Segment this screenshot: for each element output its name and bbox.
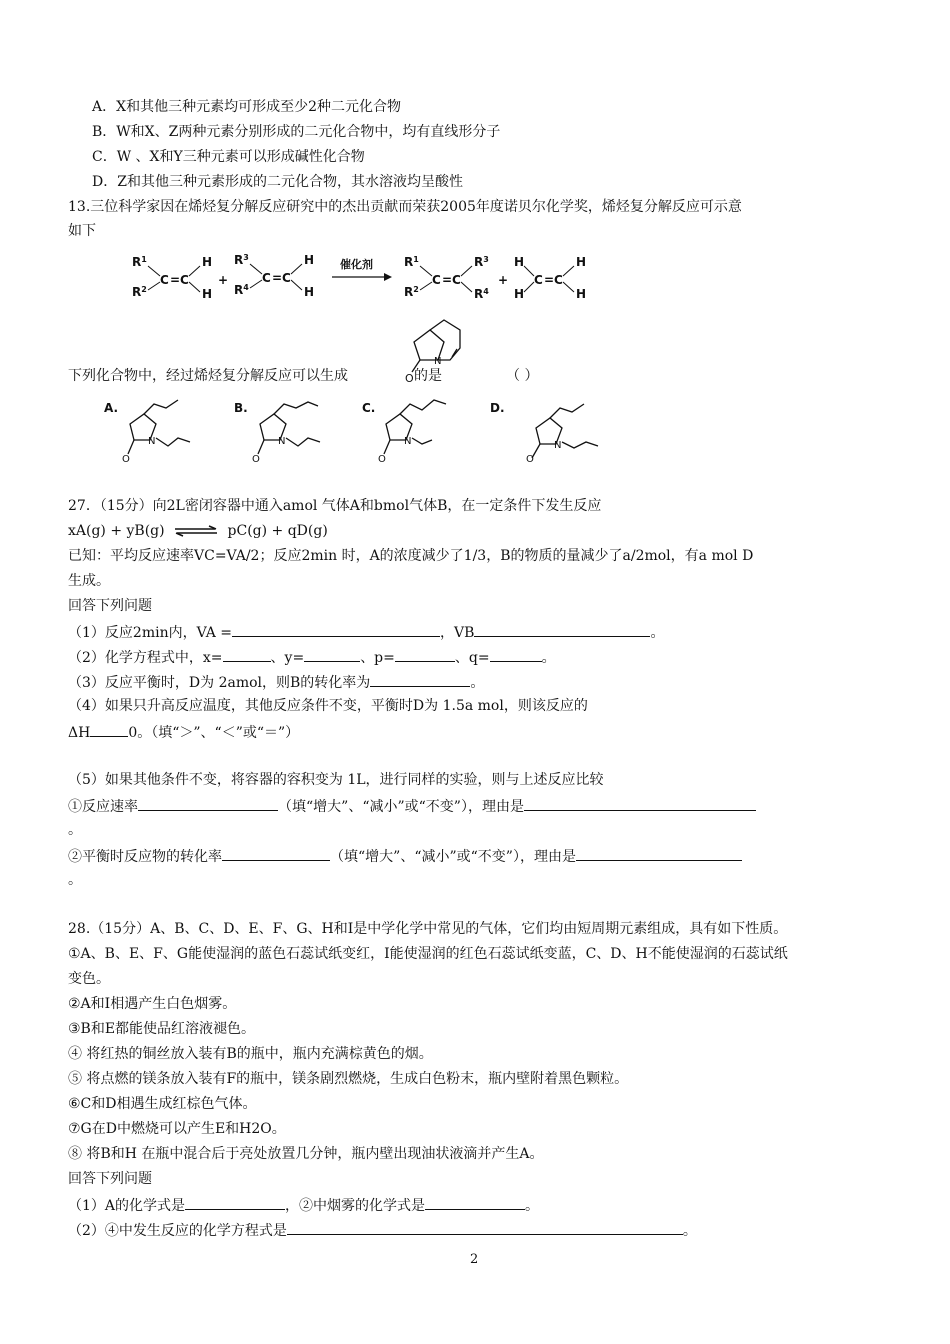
q28-fact-5: ⑤ 将点燃的镁条放入装有F的瓶中，镁条剧烈燃烧，生成白色粉末，瓶内壁附着黑色颗粒。 (68, 1071, 629, 1087)
q27-equation (68, 522, 328, 540)
q28-sub2-text: （2）④中发生反应的化学方程式是 (68, 1223, 287, 1239)
q27-sub4-cont (68, 722, 299, 742)
q27-sub3 (68, 672, 484, 692)
sub2-p: 、p= (360, 650, 395, 666)
q27-stem: 27．（15分）向2L密闭容器中通入amol 气体A和bmol气体B，在一定条件下发生反应 (68, 498, 602, 514)
sub5a-text: ①反应速率 (68, 799, 138, 815)
answer-blank[interactable] (287, 1220, 683, 1235)
scheme-h: H (202, 287, 213, 301)
scheme-h: H (304, 285, 315, 299)
answer-blank[interactable] (490, 647, 542, 662)
q13-question-pre: 下列化合物中，经过烯烃复分解反应可以生成 (68, 368, 348, 384)
scheme-r2: $R^2$ (132, 285, 147, 299)
q28-stem: 28.（15分）A、B、C、D、E、F、G、H和I是中学化学中常见的气体，它们均由短周期元素组成，具有如下性质。 (68, 921, 788, 937)
sub4-fill-hint: 0。（填“＞”、“＜”或“＝”） (128, 725, 300, 741)
eq-right: pC(g) + qD(g) (227, 523, 328, 539)
scheme-c: C (160, 273, 169, 287)
scheme-r2: $R^2$ (404, 285, 419, 299)
q27-sub1 (68, 622, 664, 642)
q28-sub1-end: 。 (525, 1198, 540, 1214)
sub1-text: （1）反应2min内，VA = (68, 625, 233, 641)
scheme-c: C (180, 273, 189, 287)
sub2-q: 、q= (454, 650, 490, 666)
svg-text:O: O (252, 454, 260, 464)
eq-left: xA(g) + yB(g) (68, 523, 165, 539)
q28-sub2 (68, 1220, 697, 1240)
scheme-r4: $R^4$ (234, 283, 249, 297)
delta-h: ΔH (68, 725, 91, 741)
answer-blank[interactable] (232, 622, 440, 637)
answer-blank[interactable] (524, 796, 756, 811)
choice-b-structure (258, 402, 320, 454)
sub1-vb: ，VB (440, 625, 475, 641)
equilibrium-arrow-icon (173, 525, 219, 537)
scheme-h: H (304, 253, 315, 267)
scheme-c: C (554, 273, 563, 287)
sub2-y: 、y= (270, 650, 305, 666)
q27-sub5-b-end: 。 (68, 872, 82, 888)
scheme-r1: $R^1$ (132, 255, 147, 269)
choice-b-label: B. (234, 401, 248, 415)
scheme-plus: + (498, 273, 509, 287)
svg-text:O: O (526, 454, 534, 464)
q28-fact-2: ②A和I相遇产生白色烟雾。 (68, 996, 237, 1012)
sub2-x: （2）化学方程式中，x= (68, 650, 223, 666)
metathesis-scheme (128, 250, 618, 308)
svg-text:O: O (378, 454, 386, 464)
q28-fact-8: ⑧ 将B和H 在瓶中混合后于亮处放置几分钟，瓶内壁出现油状液滴并产生A。 (68, 1146, 544, 1162)
answer-blank[interactable] (223, 647, 271, 662)
q27-known: 已知：平均反应速率VC=VA/2；反应2min 时，A的浓度减少了1/3，B的物质的量减少了a/2mol，有a mol D (68, 548, 754, 564)
answer-blank[interactable] (138, 796, 278, 811)
answer-blank[interactable] (90, 722, 128, 737)
scheme-c: C (262, 271, 271, 285)
svg-text:N: N (554, 440, 562, 451)
sub5b-hint: （填“增大”、“减小”或“不变”），理由是 (330, 849, 576, 865)
scheme-double-bond: = (544, 273, 555, 287)
sub1-end: 。 (650, 625, 665, 641)
q28-fact-3: ③B和E都能使品红溶液褪色。 (68, 1021, 256, 1037)
svg-text:N: N (148, 436, 156, 447)
q13-choices (100, 394, 620, 464)
q28-sub1 (68, 1195, 539, 1215)
q27-known-cont: 生成。 (68, 573, 110, 589)
scheme-r3: $R^3$ (474, 255, 489, 269)
page-number: 2 (470, 1252, 479, 1267)
q27-sub5-a (68, 796, 756, 816)
svg-text:O: O (122, 454, 130, 464)
choice-a-label: A. (104, 401, 119, 415)
q27-sub5-a-end: 。 (68, 822, 82, 838)
scheme-c: C (534, 273, 543, 287)
q28-sub2-end: 。 (682, 1223, 697, 1239)
q13-stem-line2: 如下 (68, 223, 96, 239)
choice-c-label: C. (362, 401, 376, 415)
answer-blank[interactable] (304, 647, 360, 662)
choice-d-structure (532, 404, 598, 458)
scheme-catalyst: 催化剂 (340, 258, 373, 271)
sub2-end: 。 (541, 650, 556, 666)
scheme-c: C (282, 271, 291, 285)
sub5a-hint: （填“增大”、“减小”或“不变”），理由是 (278, 799, 524, 815)
choice-a-structure (128, 400, 190, 454)
answer-blank[interactable] (425, 1195, 525, 1210)
scheme-c: C (432, 273, 441, 287)
svg-text:N: N (278, 436, 286, 447)
answer-blank[interactable] (576, 846, 742, 861)
q28-sub1-text: （1）A的化学式是 (68, 1198, 186, 1214)
q27-sub4: （4）如果只升高反应温度，其他反应条件不变，平衡时D为 1.5a mol，则该反应的 (68, 698, 588, 714)
choice-c-structure (384, 400, 446, 454)
q13-stem-line1: 13.三位科学家因在烯烃复分解反应研究中的杰出贡献而荣获2005年度诺贝尔化学奖，烯烃复分解反应可示意 (68, 199, 742, 215)
q13-question (68, 367, 538, 385)
answer-blank[interactable] (185, 1195, 285, 1210)
q27-sub5-b (68, 846, 742, 866)
q28-fact-1: ①A、B、E、F、G能使湿润的蓝色石蕊试纸变红，I能使湿润的红色石蕊试纸变蓝，C、D、H不能使湿润的石蕊试纸 (68, 946, 788, 962)
q12-option-a: A．X和其他三种元素均可形成至少2种二元化合物 (92, 99, 401, 115)
q27-answer-heading: 回答下列问题 (68, 598, 152, 614)
q13-question-post: 的是 (414, 368, 442, 384)
scheme-h: H (576, 255, 587, 269)
svg-text:N: N (404, 436, 412, 447)
q28-fact-7: ⑦G在D中燃烧可以产生E和H2O。 (68, 1121, 286, 1137)
sub5b-text: ②平衡时反应物的转化率 (68, 849, 222, 865)
q12-option-b: B．W和X、Z两种元素分别形成的二元化合物中，均有直线形分子 (92, 124, 501, 140)
scheme-r1: $R^1$ (404, 255, 419, 269)
scheme-double-bond: = (442, 273, 453, 287)
sub3-end: 。 (470, 675, 485, 691)
answer-blank[interactable] (395, 647, 455, 662)
scheme-c: C (452, 273, 461, 287)
answer-blank[interactable] (222, 846, 330, 861)
scheme-h: H (576, 287, 587, 301)
q28-answer-heading: 回答下列问题 (68, 1171, 152, 1187)
q12-option-c: C．W 、X和Y三种元素可以形成碱性化合物 (92, 149, 365, 165)
q13-answer-paren: （ ） (506, 368, 539, 384)
q28-sub1-smoke: ，②中烟雾的化学式是 (285, 1198, 426, 1214)
scheme-r4: $R^4$ (474, 287, 489, 301)
q28-fact-1-cont: 变色。 (68, 971, 110, 987)
sub3-text: （3）反应平衡时，D为 2amol，则B的转化率为 (68, 675, 371, 691)
q28-fact-6: ⑥C和D相遇生成红棕色气体。 (68, 1096, 257, 1112)
answer-blank[interactable] (474, 622, 650, 637)
scheme-double-bond: = (170, 273, 181, 287)
q12-option-d: D．Z和其他三种元素形成的二元化合物，其水溶液均呈酸性 (92, 174, 463, 190)
q27-sub5: （5）如果其他条件不变，将容器的容积变为 1L，进行同样的实验，则与上述反应比较 (68, 772, 604, 788)
scheme-double-bond: = (272, 271, 283, 285)
answer-blank[interactable] (370, 672, 470, 687)
scheme-h: H (514, 287, 525, 301)
q28-fact-4: ④ 将红热的铜丝放入装有B的瓶中，瓶内充满棕黄色的烟。 (68, 1046, 433, 1062)
scheme-plus: + (218, 273, 229, 287)
scheme-h: H (514, 255, 525, 269)
choice-d-label: D. (490, 401, 505, 415)
target-n: N (434, 356, 442, 367)
scheme-r3: $R^3$ (234, 253, 249, 267)
scheme-h: H (202, 255, 213, 269)
q27-sub2 (68, 647, 556, 667)
target-o: O (405, 372, 414, 384)
